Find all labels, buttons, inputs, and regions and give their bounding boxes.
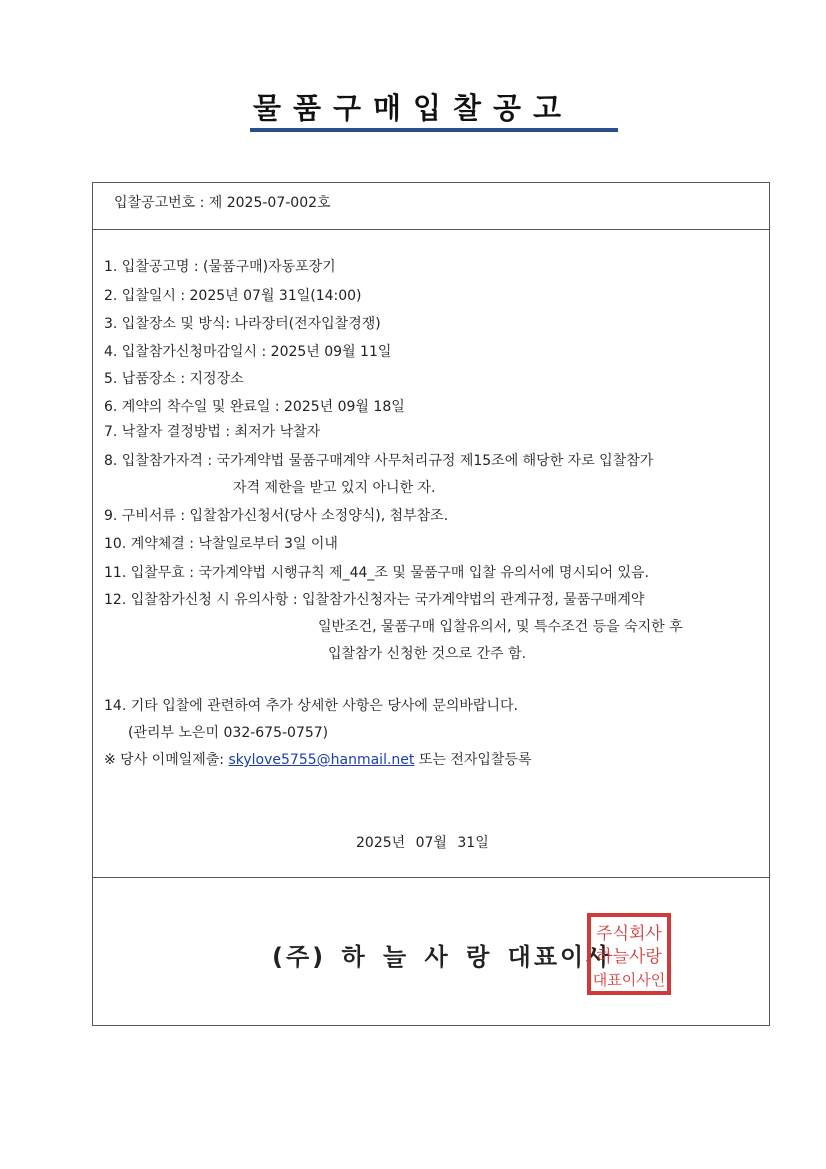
item-7: 7. 낙찰자 결정방법 : 최저가 낙찰자 (104, 424, 321, 440)
item-10: 10. 계약체결 : 낙찰일로부터 3일 이내 (104, 536, 338, 552)
notice-date: 2025년 07월 31일 (356, 835, 489, 851)
item-12-continuation-2: 입찰참가 신청한 것으로 간주 함. (328, 646, 527, 662)
item-11: 11. 입찰무효 : 국가계약법 시행규칙 제_44_조 및 물품구매 입찰 유의서에 명시되어 있음. (104, 565, 649, 581)
item-3: 3. 입찰장소 및 방식: 나라장터(전자입찰경쟁) (104, 316, 381, 332)
email-note-suffix: 또는 전자입찰등록 (414, 752, 532, 768)
document-title: 물품구매입찰공고 (252, 91, 574, 125)
email-note (104, 749, 531, 769)
item-12: 12. 입찰참가신청 시 유의사항 : 입찰참가신청자는 국가계약법의 관계규정, 물품구매계약 (104, 592, 645, 608)
item-14-contact: (관리부 노은미 032-675-0757) (128, 725, 329, 741)
item-14: 14. 기타 입찰에 관련하여 추가 상세한 사항은 당사에 문의바랍니다. (104, 698, 518, 714)
seal-line-1: 주식회사 (596, 924, 662, 944)
company-signature: (주) 하 늘 사 랑 대표이사 (272, 943, 613, 971)
seal-line-3: 대표이사인 (592, 971, 666, 989)
item-9: 9. 구비서류 : 입찰참가신청서(당사 소정양식), 첨부참조. (104, 508, 449, 524)
item-8: 8. 입찰참가자격 : 국가계약법 물품구매계약 사무처리규정 제15조에 해당한 자로 입찰참가 (104, 453, 654, 469)
notice-number: 입찰공고번호 : 제 2025-07-002호 (114, 195, 331, 211)
item-8-continuation: 자격 제한을 받고 있지 아니한 자. (233, 480, 436, 496)
item-5: 5. 납품장소 : 지정장소 (104, 371, 244, 387)
item-4: 4. 입찰참가신청마감일시 : 2025년 09월 11일 (104, 344, 392, 360)
company-seal (586, 912, 672, 996)
email-note-prefix: ※ 당사 이메일제출: (104, 752, 229, 768)
header-divider (92, 229, 769, 230)
item-2: 2. 입찰일시 : 2025년 07월 31일(14:00) (104, 288, 362, 304)
item-12-continuation-1: 일반조건, 물품구매 입찰유의서, 및 특수조건 등을 숙지한 후 (318, 619, 683, 635)
title-underline (250, 128, 618, 132)
item-6: 6. 계약의 착수일 및 완료일 : 2025년 09월 18일 (104, 399, 405, 415)
item-1: 1. 입찰공고명 : (물품구매)자동포장기 (104, 259, 336, 275)
email-link[interactable]: skylove5755@hanmail.net (228, 752, 415, 768)
seal-line-2: 하늘사랑 (596, 947, 662, 967)
footer-divider (92, 877, 769, 878)
